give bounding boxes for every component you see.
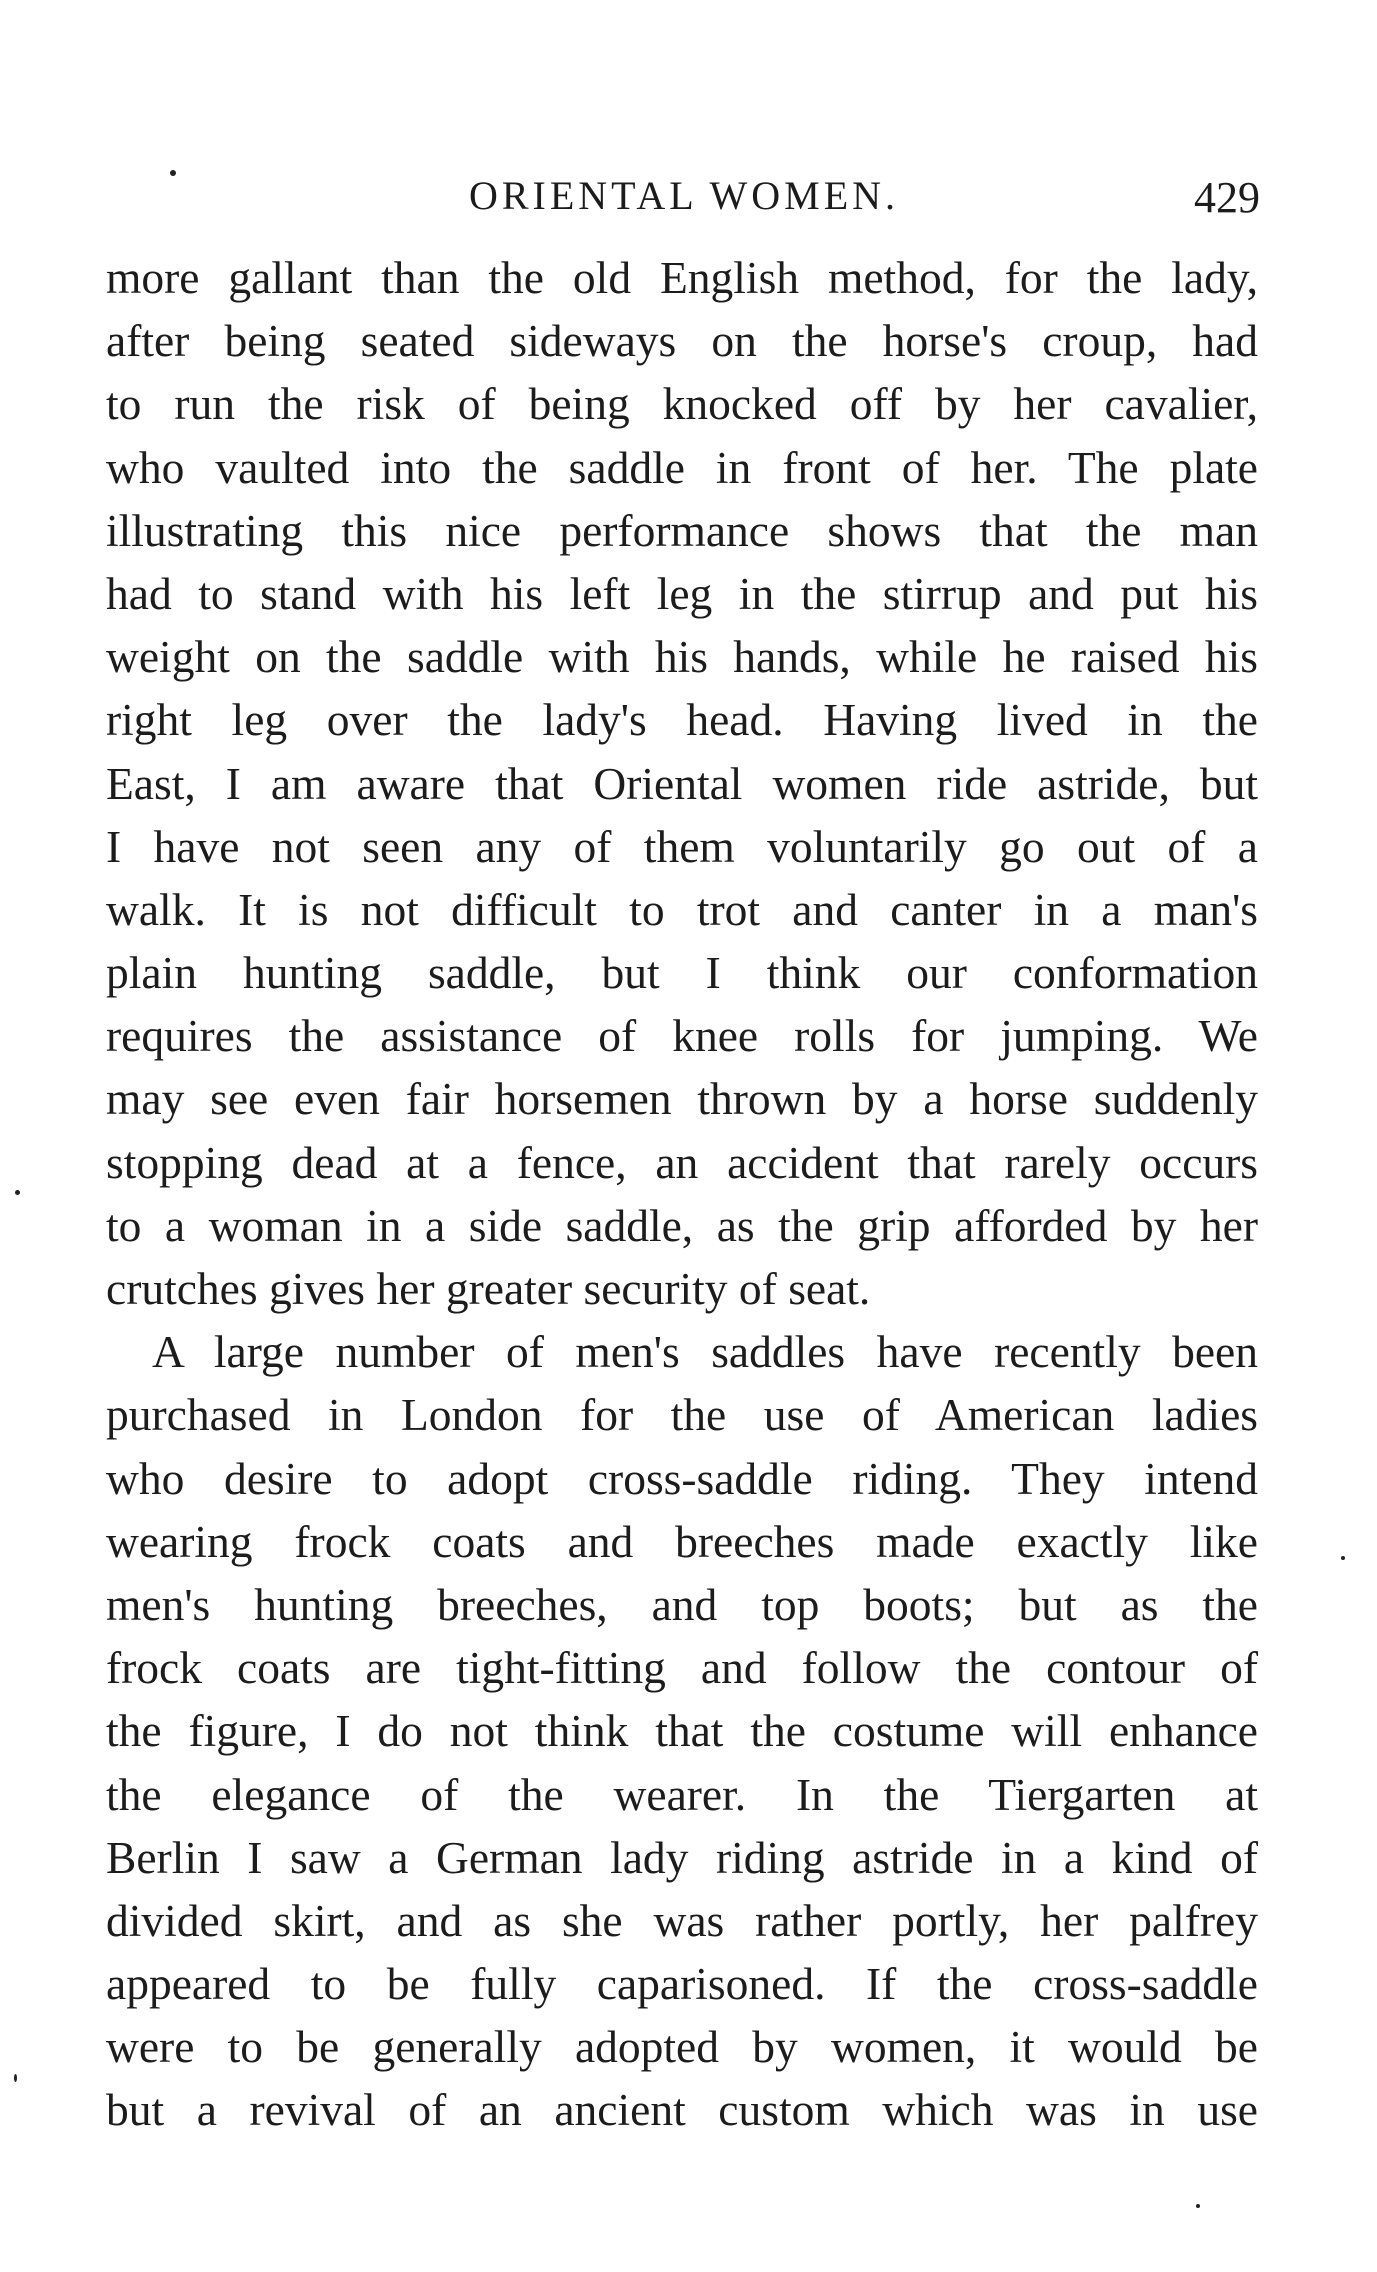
- text-line: had to stand with his left leg in the stirrup and put his: [106, 567, 1258, 619]
- page-number: 429: [1194, 173, 1260, 222]
- text-line: illustrating this nice performance shows that the man: [106, 504, 1258, 556]
- text-line: were to be generally adopted by women, it would be: [106, 2021, 1258, 2073]
- text-line: Berlin I saw a German lady riding astride in a kind of: [106, 1831, 1258, 1883]
- margin-speck: [1341, 1556, 1345, 1560]
- text-line: walk. It is not difficult to trot and canter in a man's: [106, 883, 1258, 935]
- body-text: [106, 246, 1258, 2142]
- text-line: after being seated sideways on the horse's croup, had: [106, 315, 1258, 367]
- text-line: appeared to be fully caparisoned. If the cross-saddle: [106, 1958, 1258, 2010]
- text-line: the figure, I do not think that the costume will enhance: [106, 1705, 1258, 1757]
- text-line: East, I am aware that Oriental women ride astride, but: [106, 757, 1258, 809]
- text-line: weight on the saddle with his hands, while he raised his: [106, 631, 1258, 683]
- text-line: A large number of men's saddles have recently been: [152, 1326, 1258, 1378]
- margin-speck: [14, 2074, 17, 2082]
- text-line: but a revival of an ancient custom which was in use: [106, 2084, 1258, 2136]
- text-line: purchased in London for the use of American ladies: [106, 1389, 1258, 1441]
- text-line: crutches gives her greater security of seat.: [106, 1263, 871, 1314]
- text-line: stopping dead at a fence, an accident that rarely occurs: [106, 1136, 1258, 1188]
- paragraph-1: [106, 246, 1258, 1320]
- margin-speck: [15, 1190, 20, 1195]
- text-line: wearing frock coats and breeches made exactly like: [106, 1515, 1258, 1567]
- text-line: right leg over the lady's head. Having lived in the: [106, 694, 1258, 746]
- running-head: [108, 168, 1260, 224]
- text-line: plain hunting saddle, but I think our conformation: [106, 947, 1258, 999]
- text-line: requires the assistance of knee rolls for jumping. We: [106, 1010, 1258, 1062]
- text-line: men's hunting breeches, and top boots; but as the: [106, 1578, 1258, 1630]
- text-line: the elegance of the wearer. In the Tiergarten at: [106, 1768, 1258, 1820]
- paragraph-2: [106, 1320, 1258, 2141]
- running-title: ORIENTAL WOMEN.: [468, 173, 900, 218]
- margin-speck: [170, 170, 176, 176]
- text-line: more gallant than the old English method, for the lady,: [106, 252, 1258, 303]
- text-line: may see even fair horsemen thrown by a horse suddenly: [106, 1073, 1258, 1125]
- text-line: who desire to adopt cross-saddle riding. They intend: [106, 1452, 1258, 1504]
- margin-speck: [1196, 2204, 1200, 2208]
- text-line: divided skirt, and as she was rather portly, her palfrey: [106, 1894, 1258, 1946]
- text-line: to a woman in a side saddle, as the grip afforded by her: [106, 1199, 1258, 1251]
- text-line: frock coats are tight-fitting and follow the contour of: [106, 1642, 1258, 1694]
- text-line: who vaulted into the saddle in front of her. The plate: [106, 441, 1258, 493]
- text-line: to run the risk of being knocked off by her cavalier,: [106, 378, 1258, 430]
- text-line: I have not seen any of them voluntarily go out of a: [106, 820, 1258, 872]
